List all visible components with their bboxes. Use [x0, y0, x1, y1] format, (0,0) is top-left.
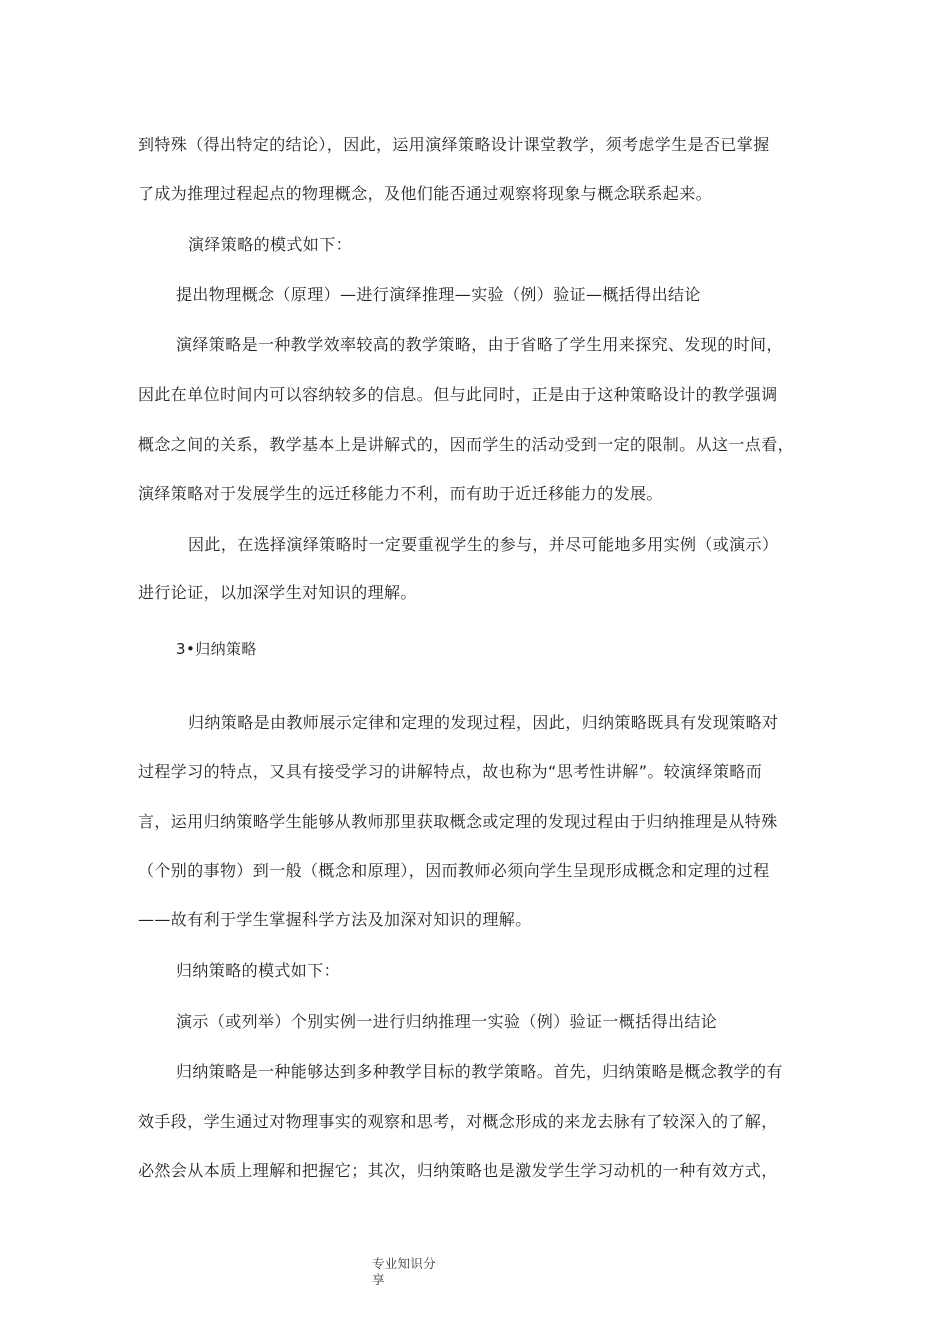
paragraph-line: 演示（或列举）个别实例一进行归纳推理一实验（例）验证一概括得出结论	[176, 1012, 718, 1031]
footer-line: 享	[372, 1272, 385, 1287]
paragraph-line: 归纳策略是一种能够达到多种教学目标的教学策略。首先，归纳策略是概念教学的有	[176, 1062, 783, 1081]
paragraph-line: 必然会从本质上理解和把握它；其次，归纳策略也是激发学生学习动机的一种有效方式，	[138, 1161, 778, 1180]
paragraph-line: （个别的事物）到一般（概念和原理），因而教师必须向学生呈现形成概念和定理的过程	[138, 861, 770, 880]
paragraph-line: 了成为推理过程起点的物理概念，及他们能否通过观察将现象与概念联系起来。	[138, 184, 713, 203]
page-footer	[372, 1256, 452, 1288]
paragraph-line: 归纳策略的模式如下：	[176, 961, 341, 980]
paragraph-line: 因此，在选择演绎策略时一定要重视学生的参与，并尽可能地多用实例（或演示）	[188, 535, 779, 554]
paragraph-line: 因此在单位时间内可以容纳较多的信息。但与此同时，正是由于这种策略设计的教学强调	[138, 385, 778, 404]
paragraph-line: 归纳策略是由教师展示定律和定理的发现过程，因此，归纳策略既具有发现策略对	[188, 713, 779, 732]
paragraph-line: 演绎策略是一种教学效率较高的教学策略，由于省略了学生用来探究、发现的时间，	[176, 335, 783, 354]
paragraph-line: 演绎策略的模式如下：	[188, 235, 353, 254]
footer-line: 专业知识分	[372, 1256, 437, 1271]
paragraph-line: 进行论证，以加深学生对知识的理解。	[138, 583, 417, 602]
paragraph-line: 到特殊（得出特定的结论），因此，运用演绎策略设计课堂教学，须考虑学生是否已掌握	[138, 135, 770, 154]
paragraph-line: 概念之间的关系，教学基本上是讲解式的，因而学生的活动受到一定的限制。从这一点看，	[138, 435, 795, 454]
paragraph-line: 过程学习的特点，又具有接受学习的讲解特点，故也称为“思考性讲解”。较演绎策略而	[138, 762, 763, 781]
paragraph-line: 效手段，学生通过对物理事实的观察和思考，对概念形成的来龙去脉有了较深入的了解，	[138, 1112, 778, 1131]
section-heading: 3•归纳策略	[176, 640, 257, 658]
paragraph-line: 言，运用归纳策略学生能够从教师那里获取概念或定理的发现过程由于归纳推理是从特殊	[138, 812, 778, 831]
paragraph-line: ——故有利于学生掌握科学方法及加深对知识的理解。	[138, 910, 532, 929]
paragraph-line: 演绎策略对于发展学生的远迁移能力不利，而有助于近迁移能力的发展。	[138, 484, 663, 503]
paragraph-line: 提出物理概念（原理）—进行演绎推理—实验（例）验证—概括得出结论	[176, 285, 701, 304]
